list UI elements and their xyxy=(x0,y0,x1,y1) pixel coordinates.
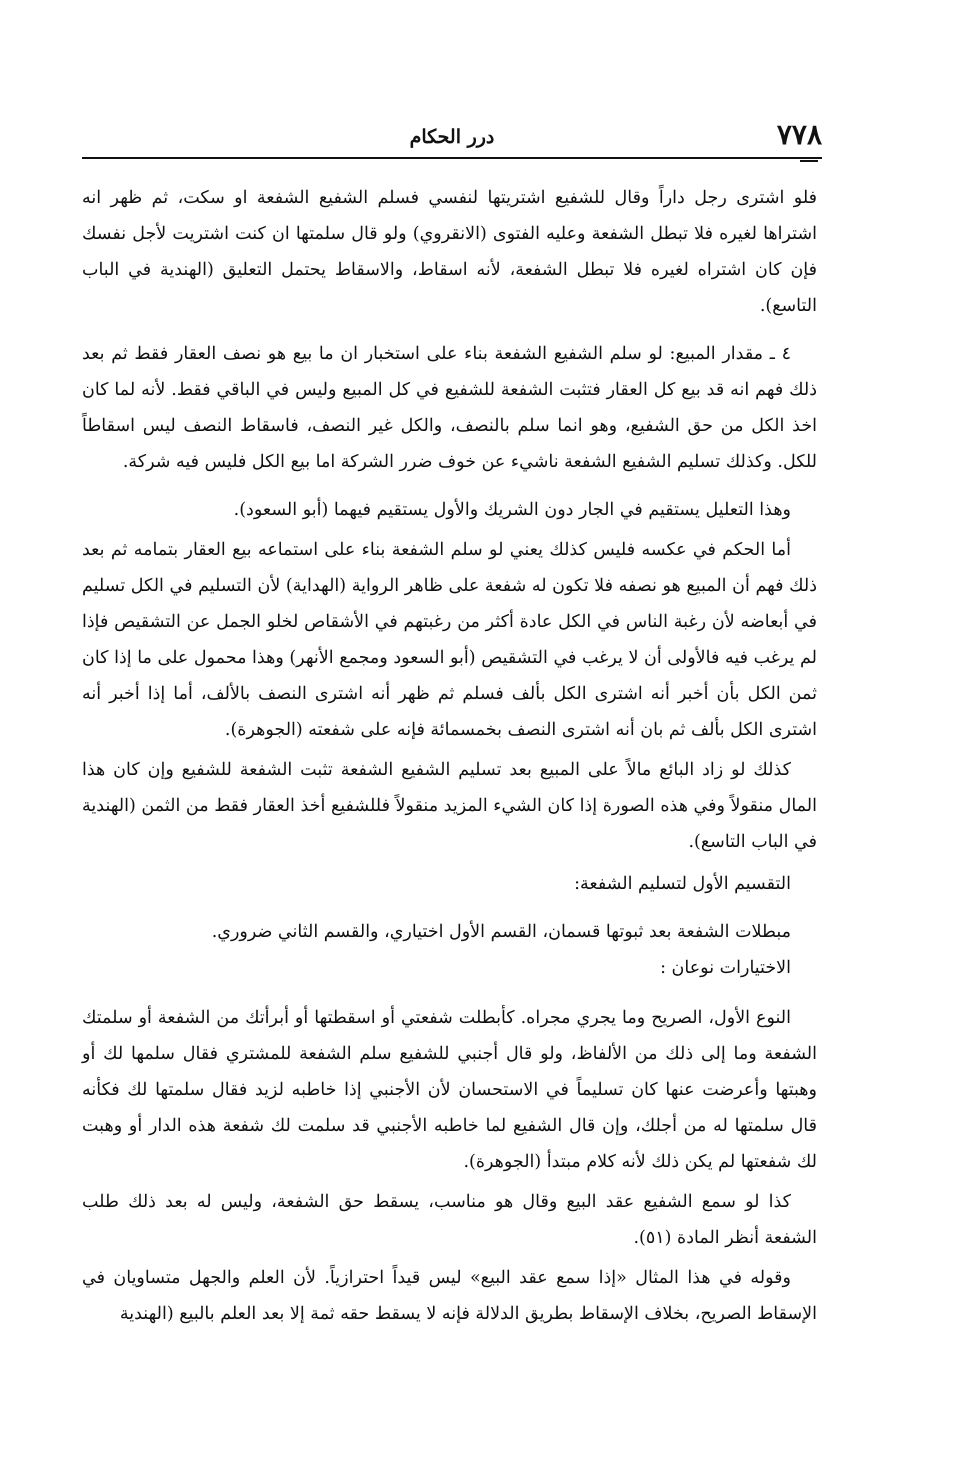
section-heading: التقسيم الأول لتسليم الشفعة: xyxy=(574,874,791,894)
paragraph: وقوله في هذا المثال «إذا سمع عقد البيع» ليس قيداً احترازياً. لأن العلم والجهل متساويان في الإسقاط الصريح، بخلاف الإسقاط بطريق الدلالة فإنه لا يسقط حقه ثمة إلا بعد العلم بالبيع (الهندية xyxy=(82,1268,817,1324)
paragraph: النوع الأول، الصريح وما يجري مجراه. كأبطلت شفعتي أو اسقطتها أو أبرأتك من الشفعة أو سلمتك الشفعة وما إلى ذلك من الألفاظ، ولو قال أجنبي للشفيع سلم الشفعة للمشتري فقال سلمها لك أو وهبتها وأعرضت عنها كان تسليماً في الاستحسان لأن الأجنبي إذا خاطبه لزيد فقال سلمتها لك فكأنه قال سلمتها له من أجلك، وإن قال الشفيع لما خاطبه الأجنبي قد سلمت لك شفعة هذه الدار أو وهبت لك شفعتها لم يكن ذلك لأنه كلام مبتدأ (الجوهرة). xyxy=(82,1008,817,1172)
paragraph: كذلك لو زاد البائع مالاً على المبيع بعد تسليم الشفيع الشفعة تثبت الشفعة للشفيع وإن كان هذا المال منقولاً وفي هذه الصورة إذا كان الشيء المزيد منقولاً فللشفيع أخذ العقار فقط من الثمن (الهندية في الباب التاسع). xyxy=(82,760,817,852)
header-rule-tick xyxy=(800,160,818,162)
paragraph: وهذا التعليل يستقيم في الجار دون الشريك والأول يستقيم فيهما (أبو السعود). xyxy=(233,500,791,520)
paragraph: كذا لو سمع الشفيع عقد البيع وقال هو مناسب، يسقط حق الشفعة، وليس له بعد ذلك طلب الشفعة أنظر المادة (٥١). xyxy=(82,1192,817,1248)
page-number: ٧٧٨ xyxy=(776,118,822,151)
paragraph: أما الحكم في عكسه فليس كذلك يعني لو سلم الشفعة بناء على استماعه بيع العقار بتمامه ثم بعد ذلك فهم أن المبيع هو نصفه فلا تكون له شفعة على ظاهر الرواية (الهداية) لأن التسليم في الكل تسليم في أبعاضه لأن رغبة الناس في الكل عادة أكثر من رغبتهم في الأشقاص لخلو الجمل عن التشقيص فإذا لم يرغب فيه فالأولى أن لا يرغب في التشقيص (أبو السعود ومجمع الأنهر) وهذا محمول على ما إذا كان ثمن الكل بأن أخبر أنه اشترى الكل بألف فسلم ثم ظهر أنه اشترى النصف بالألف، أما إذا أخبر أنه اشترى الكل بألف ثم بان أنه اشترى النصف بخمسمائة فإنه على شفعته (الجوهرة). xyxy=(82,540,817,740)
list-line: الاختيارات نوعان : xyxy=(660,958,791,978)
paragraph: ٤ ـ مقدار المبيع: لو سلم الشفيع الشفعة بناء على استخبار ان ما بيع هو نصف العقار فقط ثم بعد ذلك فهم انه قد بيع كل العقار فتثبت الشفعة للشفيع في كل المبيع وليس في الباقي فقط. لأنه لما كان اخذ الكل من حق الشفيع، وهو انما سلم بالنصف، والكل غير النصف، فاسقاط النصف ليس اسقاطاً للكل. وكذلك تسليم الشفيع الشفعة ناشيء عن خوف ضرر الشركة اما بيع الكل فليس فيه شركة. xyxy=(82,344,817,472)
page-body xyxy=(82,180,817,1344)
header-rule xyxy=(82,157,822,159)
list-line: مبطلات الشفعة بعد ثبوتها قسمان، القسم الأول اختياري، والقسم الثاني ضروري. xyxy=(211,922,791,942)
paragraph: فلو اشترى رجل داراً وقال للشفيع اشتريتها لنفسي فسلم الشفيع الشفعة او سكت، ثم ظهر انه اشتراها لغيره فلا تبطل الشفعة وعليه الفتوى (الانقروي) ولو قال سلمتها ان كنت اشتريت لأجل نفسك فإن كان اشتراه لغيره فلا تبطل الشفعة، لأنه اسقاط، والاسقاط يحتمل التعليق (الهندية في الباب التاسع). xyxy=(82,188,817,316)
page-header xyxy=(82,118,822,158)
running-title: درر الحكام xyxy=(409,126,495,148)
